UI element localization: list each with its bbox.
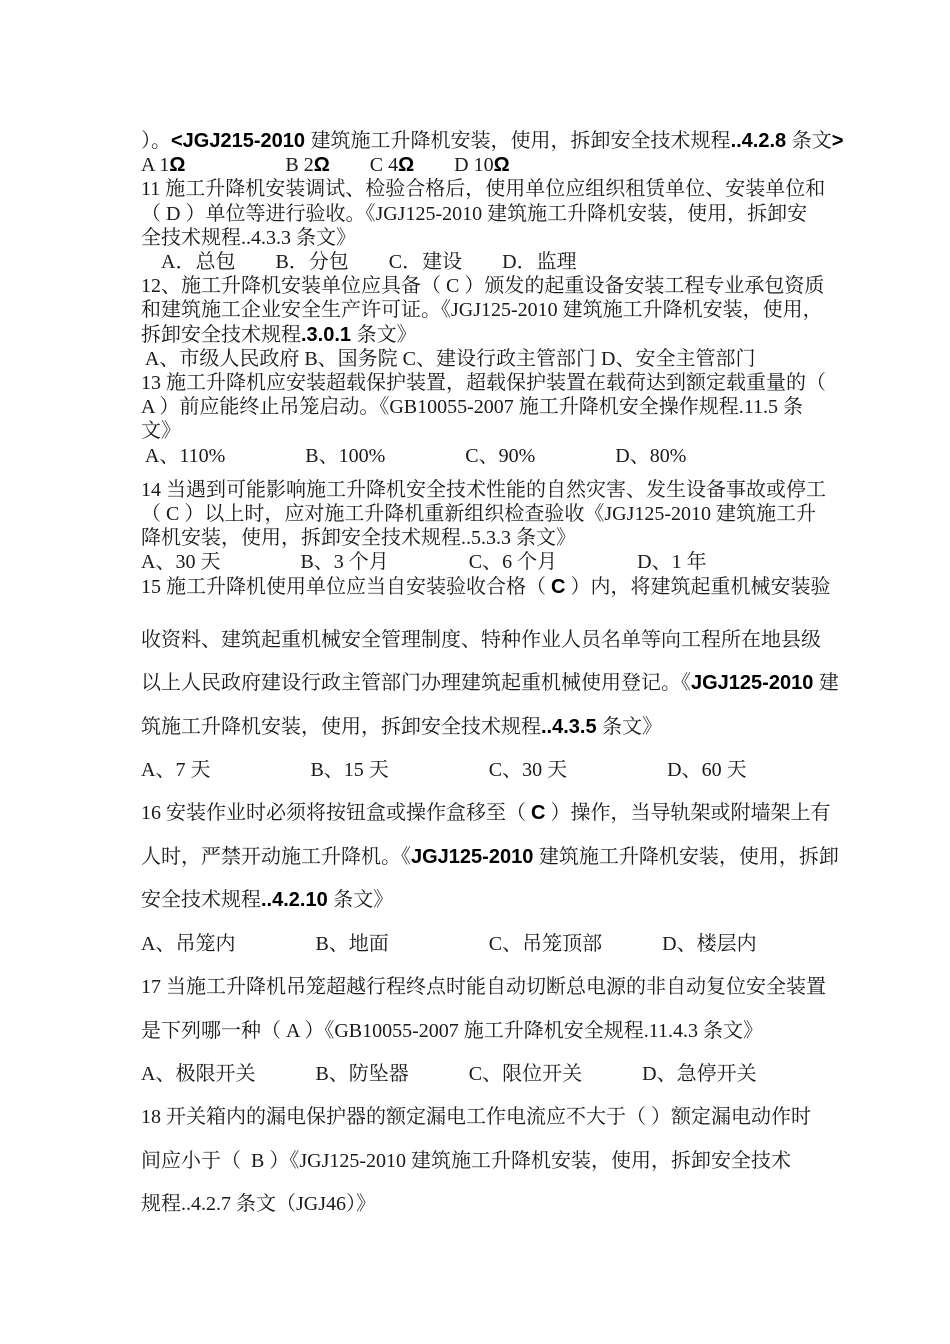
text-segment: 条文》: [333, 889, 394, 912]
bold-text-segment: ..4.2.10: [261, 889, 334, 912]
document-line: [141, 1053, 861, 1096]
text-segment: 15 施工升降机使用单位应当自安装验收合格（: [141, 575, 551, 598]
document-line: [141, 836, 861, 879]
text-segment: （ C ）以上时，应对施工升降机重新组织检查验收《JGJ125-2010 建筑施工升: [141, 503, 817, 526]
text-segment: A 1: [141, 154, 170, 177]
document-line: [141, 395, 861, 419]
bold-text-segment: >: [831, 130, 844, 152]
document-line: [141, 274, 861, 298]
text-segment: 规程..4.2.7 条文（JGJ46）》: [141, 1193, 377, 1216]
bold-text-segment: Ω: [493, 154, 510, 177]
document-line: [141, 347, 861, 371]
bold-text-segment: Ω: [398, 154, 415, 177]
document-line: [141, 662, 861, 705]
document-line: [141, 153, 861, 177]
bold-text-segment: ..4.3.5: [541, 715, 603, 738]
text-segment: B 2: [185, 154, 314, 177]
text-segment: 筑施工升降机安装，使用，拆卸安全技术规程: [141, 715, 541, 738]
text-segment: A、极限开关 B、防坠器 C、限位开关 D、急停开关: [141, 1062, 757, 1085]
text-segment: ）。: [141, 130, 171, 152]
text-segment: D 10: [414, 154, 494, 177]
text-segment: 和建筑施工企业安全生产许可证。《JGJ125-2010 建筑施工升降机安装，使用，: [141, 299, 823, 322]
bold-text-segment: JGJ125-2010: [411, 845, 539, 868]
text-segment: 降机安装，使用，拆卸安全技术规程..5.3.3 条文》: [141, 527, 576, 550]
text-segment: A、吊笼内 B、地面 C、吊笼顶部 D、楼层内: [141, 932, 757, 955]
text-segment: A．总包 B．分包 C．建设 D．监理: [141, 251, 577, 274]
document-line: [141, 444, 861, 468]
text-segment: 13 施工升降机应安装超载保护装置，超载保护装置在载荷达到额定载重量的（: [141, 372, 826, 395]
document-line: [141, 250, 861, 274]
document-line: [141, 226, 861, 250]
text-segment: A、市级人民政府 B、国务院 C、建设行政主管部门 D、安全主管部门: [141, 347, 756, 370]
document-line: [141, 526, 861, 550]
document-line: [141, 323, 861, 347]
bold-text-segment: ..4.2.8: [730, 130, 792, 152]
text-segment: A、7 天 B、15 天 C、30 天 D、60 天: [141, 759, 747, 782]
document-line: [141, 749, 861, 792]
document-line: [141, 575, 861, 599]
text-segment: A、30 天 B、3 个月 C、6 个月 D、1 年: [141, 551, 707, 574]
text-segment: 人时，严禁开动施工升降机。《: [141, 845, 411, 868]
document-line: [141, 129, 861, 153]
text-segment: C 4: [329, 154, 399, 177]
bold-text-segment: .3.0.1: [301, 323, 357, 346]
document-line: [141, 1183, 861, 1226]
document-line: [141, 177, 861, 201]
text-segment: 收资料、建筑起重机械安全管理制度、特种作业人员名单等向工程所在地县级: [141, 628, 821, 651]
document-line: [141, 966, 861, 1009]
document-line: [141, 879, 861, 922]
text-segment: ）操作，当导轨架或附墙架上有: [545, 802, 831, 825]
document-content: [141, 129, 861, 1227]
bold-text-segment: Ω: [169, 154, 186, 177]
text-segment: 以上人民政府建设行政主管部门办理建筑起重机械使用登记。《: [141, 672, 691, 695]
text-segment: 间应小于（ B ）《JGJ125-2010 建筑施工升降机安装，使用，拆卸安全技术: [141, 1149, 792, 1172]
document-line: [141, 478, 861, 502]
text-segment: 12、施工升降机安装单位应具备（ C ）颁发的起重设备安装工程专业承包资质: [141, 275, 825, 298]
document-line: [141, 923, 861, 966]
text-segment: 18 开关箱内的漏电保护器的额定漏电工作电流应不大于（ ）额定漏电动作时: [141, 1106, 811, 1129]
document-line: [141, 298, 861, 322]
text-segment: 建筑施工升降机安装，使用，拆卸安全技术规程: [310, 130, 731, 152]
document-line: [141, 202, 861, 226]
text-segment: 全技术规程..4.3.3 条文》: [141, 226, 356, 249]
document-line: [141, 371, 861, 395]
bold-text-segment: <JGJ215-2010: [171, 130, 311, 152]
text-segment: A、110% B、100% C、90% D、80%: [141, 444, 687, 467]
text-segment: 11 施工升降机安装调试、检验合格后，使用单位应组织租赁单位、安装单位和: [141, 178, 826, 201]
bold-text-segment: C: [551, 575, 566, 598]
text-segment: 14 当遇到可能影响施工升降机安全技术性能的自然灾害、发生设备事故或停工: [141, 478, 826, 501]
text-segment: 17 当施工升降机吊笼超越行程终点时能自动切断总电源的非自动复位安全装置: [141, 976, 826, 999]
text-segment: 条文》: [602, 715, 663, 738]
text-segment: 安全技术规程: [141, 889, 261, 912]
document-line: [141, 1010, 861, 1053]
text-segment: 文》: [141, 420, 181, 443]
bold-text-segment: Ω: [313, 154, 330, 177]
text-segment: 16 安装作业时必须将按钮盒或操作盒移至（: [141, 802, 531, 825]
document-line: [141, 502, 861, 526]
bold-text-segment: JGJ125-2010: [691, 672, 819, 695]
text-segment: 条文》: [356, 323, 417, 346]
text-segment: （ D ）单位等进行验收。《JGJ125-2010 建筑施工升降机安装，使用，拆卸安: [141, 202, 808, 225]
text-segment: 建筑施工升降机安装，使用，拆卸: [538, 845, 839, 868]
bold-text-segment: C: [531, 802, 546, 825]
document-line: [141, 550, 861, 574]
text-segment: 拆卸安全技术规程: [141, 323, 301, 346]
text-segment: 建: [818, 672, 839, 695]
document-line: [141, 1096, 861, 1139]
document-line: [141, 792, 861, 835]
text-segment: 是下列哪一种（ A ）《GB10055-2007 施工升降机安全规程.11.4.3 条文》: [141, 1019, 764, 1042]
text-segment: A ）前应能终止吊笼启动。《GB10055-2007 施工升降机安全操作规程.11.5 条: [141, 396, 804, 419]
document-line: [141, 419, 861, 443]
text-segment: 条文: [791, 130, 832, 152]
text-segment: ）内，将建筑起重机械安装验: [565, 575, 831, 598]
document-line: [141, 1140, 861, 1183]
document-line: [141, 619, 861, 662]
document-line: [141, 706, 861, 749]
